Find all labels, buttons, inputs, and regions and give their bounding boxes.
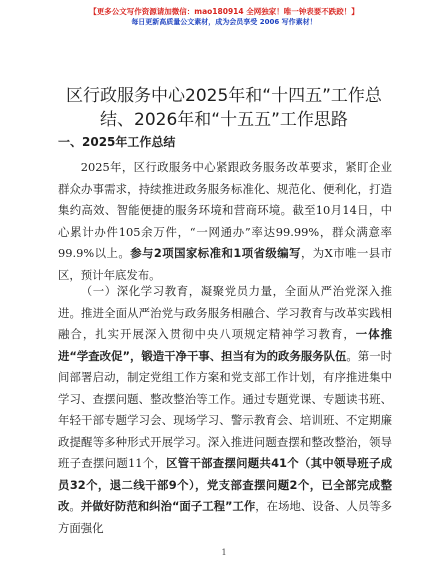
page-number: 1 bbox=[221, 548, 227, 557]
highlighted-text: 区管干部查摆问题共41个（其中领导班子成员32个，退二线干部9个），党支部查摆问题2个，已全部完成整改 bbox=[58, 456, 392, 513]
summary-paragraph bbox=[58, 157, 392, 286]
promo-banner-line2: 每日更新高质量公文素材，成为会员享受 2006 写作素材！ bbox=[131, 18, 317, 26]
promo-banner-line1: 【更多公文写作资源请加微信：mao180914 全网独家！唯一钟表要不跌跤！】 bbox=[89, 7, 359, 16]
paragraph-text: （一）深化学习教育，凝聚党员力量，全面从严治党深入推进。推进全面从严治党与政务服务相融合、学习教育与改革实践相融合，扎实开展深入贯彻中央八项规定精神学习教育， bbox=[58, 284, 392, 341]
section-heading: 一、2025年工作总结 bbox=[58, 135, 176, 149]
paragraph-text: 。 bbox=[69, 499, 81, 513]
highlighted-text: 参与2项国家标准和1项省级编写 bbox=[130, 246, 301, 260]
study-education-paragraph bbox=[58, 281, 392, 539]
document-title: 区行政服务中心2025年和“十四五”工作总结、2026年和“十五五”工作思路 bbox=[66, 86, 382, 130]
highlighted-text: 并做好防范和纠治“面子工程”工作 bbox=[80, 499, 256, 513]
promo-banner bbox=[0, 6, 448, 27]
paragraph-text: 2025年，区行政服务中心紧跟政务服务改革要求，紧盯企业群众办事需求，持续推进政务服务标准化、规范化、便利化，打造集约高效、智能便捷的服务环境和营商环境。截至10月14日，中心累计办件105余万件，“一网通办”率达99.99%，群众满意率99.9%以上。 bbox=[58, 160, 392, 260]
highlighted-text: 一体推进“学查改促”，锻造干净干事、担当有为的政务服务队伍 bbox=[58, 327, 392, 363]
paragraph-text: 。第一时间部署启动，制定党组工作方案和党支部工作计划，有序推进集中学习、查摆问题、整改整治等工作。通过专题党课、专题读书班、年轻干部专题学习会、现场学习、警示教育会、培训班、不定期廉政提醒等多种形式开展学习。深入推进问题查摆和整改整治，领导班子查摆问题11个， bbox=[58, 348, 392, 470]
paragraph-text: ，在场地、设备、人员等多方面强化 bbox=[58, 499, 392, 535]
paragraph-text: ，为X市唯一县市区，预计年底发布。 bbox=[58, 246, 392, 282]
